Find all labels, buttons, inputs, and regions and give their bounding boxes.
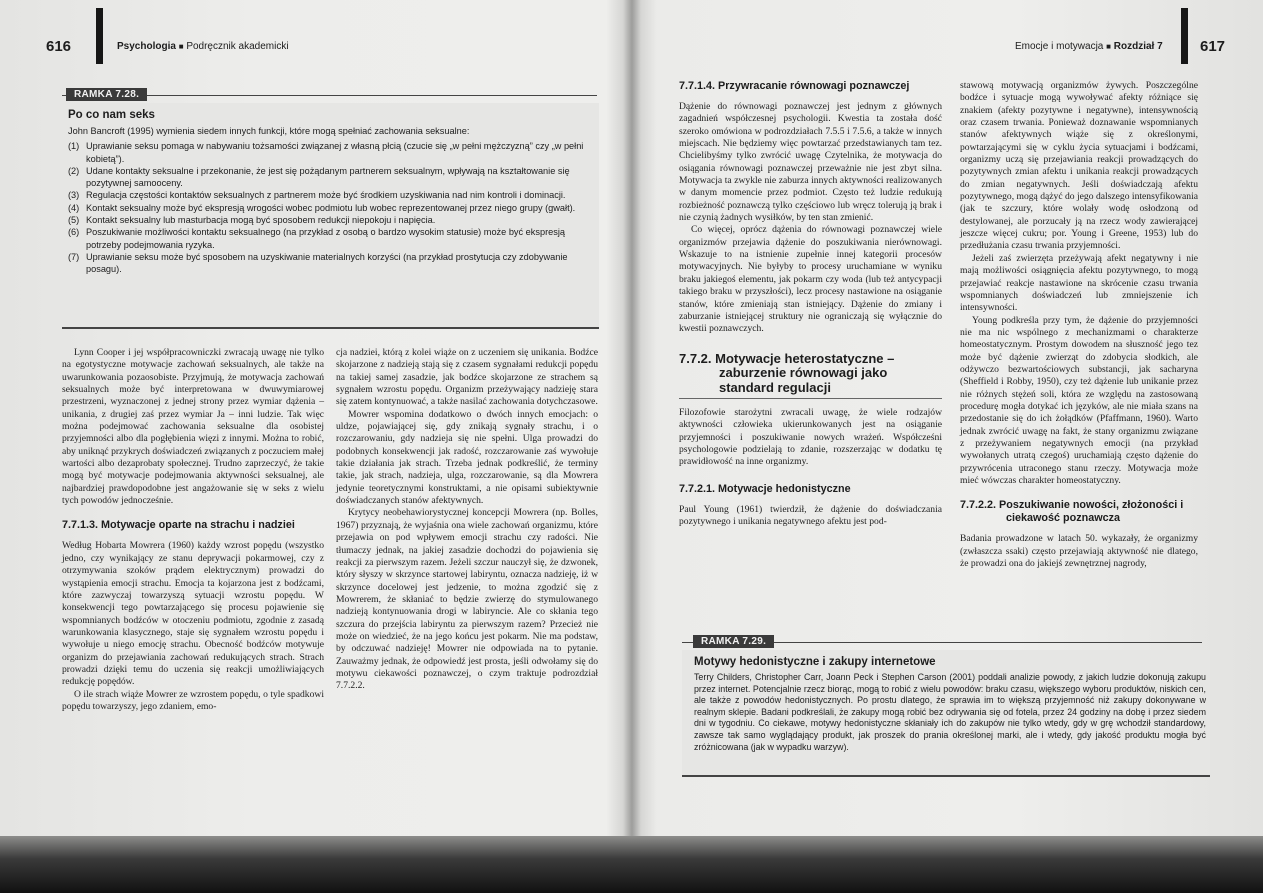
paragraph: Co więcej, oprócz dążenia do równowagi poznawczej wiele organizmów przejawia dążenie do poszukiwania nierównowagi. Wskazuje to na istnienie zupełnie innej kategorii procesów motywacyjnych. Nie byłyby to procesy uruchamiane w wyniku braku jakiegoś elementu, jak pokarm czy woda (lub też antycypacji takiego braku w przyszłości), lecz procesy nastawione na osiąganie stanów, które zmieniają stan istniejący. Dążenie do zmiany i zaburzanie istniejącej struktury nie ograniczają się wyłącznie do kwestii poznawczych.: [679, 224, 942, 335]
scan-bottom-shadow: [0, 836, 1263, 893]
list-item-number: (3): [68, 190, 80, 201]
list-item-number: (4): [68, 202, 80, 213]
box-729-tag: RAMKA 7.29.: [693, 635, 774, 648]
section-number: 7.7.1.3.: [62, 519, 99, 532]
list-item-text: Uprawianie seksu pomaga w nabywaniu tożsamości związanej z własną płcią (czucie się „w pełni mężczyzną” czy „w pełni kobietą”).: [86, 141, 584, 164]
paragraph: Lynn Cooper i jej współpracowniczki zwracają uwagę nie tylko na egotystyczne motywacje zachowań seksualnych, ale także na uwarunkowania pozaosobiste. Przyjmują, że motywacja zachowań seksualnych może być interpretowana w dwuwymiarowej przestrzeni, wyznaczonej z jednej strony przez wymiar dążenia – unikania, z drugiej zaś przez wymiar Ja – inni ludzie. Tak więc można podejmować zachowania seksualne dla osobistej przyjemności albo dla pogłębienia więzi z innymi. Można to robić, aby uniknąć przykrych doświadczeń związanych z poczuciem małej wartości albo dezaprobaty społecznej. Trudno zaprzeczyć, że takie mogą być motywacje podejmowania aktywności seksualnej, ale najbardziej prawdopodobne jest angażowanie się w seks z wielu tych powodów jednocześnie.: [62, 347, 324, 507]
section-heading-7-7-1-4: [679, 80, 942, 93]
section-heading-7-7-1-3: [62, 519, 324, 532]
section-title: Motywacje heterostatyczne – zaburzenie równowagi jako standard regulacji: [715, 350, 895, 395]
text-column-1: [62, 347, 324, 713]
list-item-text: Udane kontakty seksualne i przekonanie, że jest się pożądanym partnerem seksualnym, wpływają na kształtowanie się pozytywnej samooceny.: [86, 165, 570, 189]
right-header-bar: [1181, 8, 1188, 64]
list-item-number: (5): [68, 215, 80, 226]
list-item-text: Kontakt seksualny lub masturbacja mogą być sposobem redukcji niepokoju i napięcia.: [86, 215, 436, 226]
paragraph: Dążenie do równowagi poznawczej jest jednym z głównych zagadnień współczesnej psychologii. Kwestia ta została dość szeroko omówiona w podrozdziałach 7.5.5 i 7.5.6, a także w innych miejscach. Nie będziemy więc powtarzać przedstawianych tam tez. Chcielibyśmy tylko zwrócić uwagę Czytelnika, że motywacja do osiągania równowagi poznawczej przeważnie nie jest zbyt silna. Motywacja ta zwykle nie zaburza innych aktywności realizowanych w danym momencie przez podmiot. Często też ludzie redukują rozbieżność poznawczą tylko częściowo lub wręcz tolerują ją brak i nie czynią żadnych wysiłków, by ten stan zmienić.: [679, 101, 942, 224]
header-separator: ■: [1106, 42, 1111, 51]
section-title: Poszukiwanie nowości, złożoności i ciekawość poznawcza: [999, 499, 1184, 525]
header-chapter-title: Emocje i motywacja: [1015, 41, 1104, 52]
list-item: [68, 140, 595, 165]
list-item-number: (2): [68, 165, 80, 176]
box-728-list: [68, 140, 595, 275]
paragraph: Filozofowie starożytni zwracali uwagę, że wiele rodzajów aktywności człowieka ukierunkowanych jest na osiąganie przyjemności i poszukiwanie nowych wrażeń. Współcześni psychologowie podzielają to zdanie, rozszerzając w dodatku tę prawidłowość na inne organizmy.: [679, 407, 942, 468]
right-running-header: [1015, 41, 1163, 52]
paragraph: Według Hobarta Mowrera (1960) każdy wzrost popędu (wszystko jedno, czy wynikający ze stanu deprywacji pokarmowej, czy z otrzymywania szoków prądem elektrycznym) prowadzi do wystąpienia emocji strachu. Emocja ta kojarzona jest z bodźcami, które zazwyczaj towarzyszą sytuacji wzrostu popędu. W konsekwencji tego powtarzającego się procesu pojawienie się wspomnianych bodźców w otoczeniu podmiotu, zgodnie z zasadą warunkowania klasycznego, staje się sygnałem wzrostu popędu i wywołuje u niego emocję strachu. Obecność bodźców motywuje organizm do przejawiania zachowań redukujących strach. Strach prowadzi dzięki temu do uczenia się reakcji umożliwiających redukcję popędów.: [62, 540, 324, 688]
left-page-number: 616: [46, 38, 72, 55]
box-728-title: Po co nam seks: [68, 109, 155, 121]
text-column-4: [960, 80, 1198, 570]
box-729-title: Motywy hedonistyczne i zakupy internetowe: [694, 656, 936, 668]
section-number: 7.7.2.2.: [960, 499, 997, 512]
paragraph: Badania prowadzone w latach 50. wykazały, że organizmy (zwłaszcza ssaki) często przejawiają aktywność nie dlatego, że prowadzi ona do jakiejś zewnętrznej nagrody,: [960, 533, 1198, 570]
right-page-number: 617: [1200, 38, 1226, 55]
header-chapter-number: Rozdział 7: [1113, 41, 1163, 52]
section-title: Motywacje oparte na strachu i nadziei: [101, 519, 295, 532]
book-gutter: [623, 0, 641, 893]
left-header-bar: [96, 8, 103, 64]
header-subtitle: Podręcznik akademicki: [186, 41, 289, 52]
list-item-number: (1): [68, 141, 80, 152]
header-book-title: Psychologia: [117, 41, 176, 52]
text-column-3: [679, 80, 942, 528]
box-729-text: Terry Childers, Christopher Carr, Joann Peck i Stephen Carson (2001) poddali analizie powody, z jakich ludzie dokonują zakupu przez internet. Potencjalnie rzecz biorąc, mogą to robić z wielu powodów: braku czasu, większego wyboru produktów, niskich cen, ale także z powodów hedonistycznych. Po prostu dlatego, że sprawia im to większą przyjemność niż zakupy dokonywane w realnym sklepie. Badani podkreślali, że zakupy mogą robić bez odrywania się od fotela, przez 24 godziny na dobę i przez siedem dni w tygodniu. Co ciekawe, motywy hedonistyczne skłaniały ich do zakupów nie tylko wtedy, gdy w grę wchodził standardowy, zawsze tak samo wyglądający produkt, jak proszek do prania określonej marki, ale i wtedy, gdy jakość produktu mogła być zróżnicowana (jak w wypadku warzyw).: [694, 672, 1206, 752]
section-number: 7.7.2.: [679, 350, 712, 366]
paragraph: Krytycy neobehawiorystycznej koncepcji Mowrera (np. Bolles, 1967) przyznają, że wyjaśnia ona wiele zachowań organizmu, które przejawia on pod wpływem emocji strachu czy radości. Nie tłumaczy jednak, na jakiej zasadzie dochodzi do pojawienia się reakcji za pierwszym razem. Jeżeli szczur nauczył się, że dzwonek, który słyszy w skrzynce startowej labiryntu, oznacza nadzieję, iż w skrzynce docelowej jest jedzenie, to można zgodzić się z Mowrerem, że skłaniać to będzie zwierzę do stymulowanego nadzieją kontynuowania drogi w labiryncie. Ale co skłania tego szczura do przejścia labiryntu za pierwszym razem? Przecież nie może on wiedzieć, że na jego końcu jest pokarm. Nie ma podstaw, by odczuwać nadzieję! Mowrer nie odpowiada na to pytanie. Zauważmy jednak, że odpowiedź jest prosta, jeśli odwołamy się do motywu ciekawości poznawczej, o czym traktuje podrozdział 7.7.2.2.: [336, 507, 598, 692]
paragraph: O ile strach wiąże Mowrer ze wzrostem popędu, o tyle spadkowi popędu towarzyszy, jego zdaniem, emo-: [62, 688, 324, 712]
box-728-intro: John Bancroft (1995) wymienia siedem innych funkcji, które mogą spełniać zachowania seksualne:: [68, 126, 470, 136]
box-728: [62, 103, 599, 329]
paragraph: cja nadziei, którą z kolei wiąże on z uczeniem się unikania. Bodźce skojarzone z nadzieją stają się z czasem sygnałami redukcji popędu na takiej samej zasadzie, jak bodźce skojarzone ze strachem są sygnałem wzrostu popędu. Organizm przeżywający nadzieję stara się zatem kontynuować, a także nasilać zachowania dotychczasowe.: [336, 347, 598, 408]
list-item: [68, 226, 595, 251]
section-title: Motywacje hedonistyczne: [718, 482, 851, 495]
list-item-text: Regulacja częstości kontaktów seksualnych z partnerem może być środkiem uzyskiwania nad nim kontroli i dominacji.: [86, 190, 566, 201]
section-heading-7-7-2-1: [679, 483, 942, 496]
section-heading-7-7-2-2: [960, 499, 1198, 525]
list-item-number: (7): [68, 251, 80, 262]
paragraph: Young podkreśla przy tym, że dążenie do przyjemności nie ma nic wspólnego z mechanizmami o charakterze homeostatycznym. Prostym dowodem na słuszność jego tez może być dążenie zwierząt do zdobycia słodkich, ale odżywczo bezwartościowych substancji, jak sacharyna (Sheffield i Robby, 1950), czy też dążenie lub unikanie przez nie różnych stężeń soli, która ze względu na zastosowaną procedurę mogła dotykać ich języków, ale nie miała szans na przedostanie się do ich żołądków (Pfaffmann, 1960). Warto jednak zwrócić uwagę na fakt, że stany organizmu związane z przeżywaniem negatywnych emocji (na przykład wywołanych utratą czegoś) uruchamiają często dążenie do przywrócenia utraconego stanu rzeczy. Motywacja może mieć wówczas charakter homeostatyczny.: [960, 314, 1198, 486]
list-item: [68, 165, 595, 190]
text-column-2: [336, 347, 598, 693]
box-728-tag: RAMKA 7.28.: [66, 88, 147, 101]
section-number: 7.7.1.4.: [679, 80, 716, 92]
list-item-number: (6): [68, 227, 80, 238]
header-separator: ■: [178, 42, 184, 51]
list-item: [68, 189, 595, 201]
list-item-text: Kontakt seksualny może być ekspresją wrogości wobec podmiotu lub wobec reprezentowanej przez niego grupy (gwałt).: [86, 202, 576, 213]
list-item: [68, 202, 595, 214]
paragraph: Mowrer wspomina dodatkowo o dwóch innych emocjach: o uldze, pojawiającej się, gdy znikają sygnały strachu, i o rozczarowaniu, gdy nadzieja się nie spełni. Ulga prowadzi do podobnych konsekwencji jak radość, rozczarowanie zaś wywołuje takie działania jak strach. Trzeba jednak podkreślić, że terminy takie, jak strach, nadzieja, ulga, rozczarowanie, są dla Mowrera jedynie teoretycznymi konstruktami, a nie opisami subiektywnie doświadczanych stanów afektywnych.: [336, 408, 598, 507]
list-item-text: Poszukiwanie możliwości kontaktu seksualnego (na przykład z osobą o bardzo wysokim statusie) może być ekspresją potrzeby podejmowania ryzyka.: [86, 227, 565, 250]
paragraph: Jeżeli zaś zwierzęta przeżywają afekt negatywny i nie mają możliwości osiągnięcia afektu pozytywnego, to mogą przejawiać reakcje nastawione na skrócenie czasu trwania wspomnianych doświadczeń lub zmniejszenie ich intensywności.: [960, 252, 1198, 314]
section-number: 7.7.2.1.: [679, 482, 716, 495]
paragraph: Paul Young (1961) twierdził, że dążenie do doświadczania pozytywnego i unikania negatywnego afektu jest pod-: [679, 503, 942, 528]
left-running-header: [117, 41, 289, 52]
section-title: Przywracanie równowagi poznawczej: [718, 80, 910, 92]
list-item: [68, 214, 595, 226]
section-heading-7-7-2: [679, 352, 942, 400]
list-item-text: Uprawianie seksu może być sposobem na uzyskiwanie materialnych korzyści (na przykład prostytucja czy zdobywanie posagu).: [86, 251, 568, 275]
list-item: [68, 251, 595, 276]
box-729: [682, 650, 1210, 777]
paragraph: stawową motywacją organizmów żywych. Poszczególne bodźce i sytuacje mogą wywoływać afekty różniące się znakiem (afekty pozytywne i negatywne), intensywnością oraz czasem trwania. Ponieważ doznawanie wspomnianych stanów afektywnych wiąże się z określonymi, powtarzającymi się w cyklu życia sytuacjami i bodźcami, organizmy uczą się przejawiania reakcji prowadzących do pozytywnych zmian afektu i unikania reakcji prowadzących do zmian negatywnych. Jeśli doświadczają afektu pozytywnego, mogą dążyć do jego dalszego intensyfikowania (jak te szczury, które wolały wodę osłodzoną od destylowanej, ale porzucały ją na rzecz wody zawierającej jeszcze więcej cukru; por. Young i Greene, 1953) lub do przedłużania czasu trwania przyjemności.: [960, 80, 1198, 252]
